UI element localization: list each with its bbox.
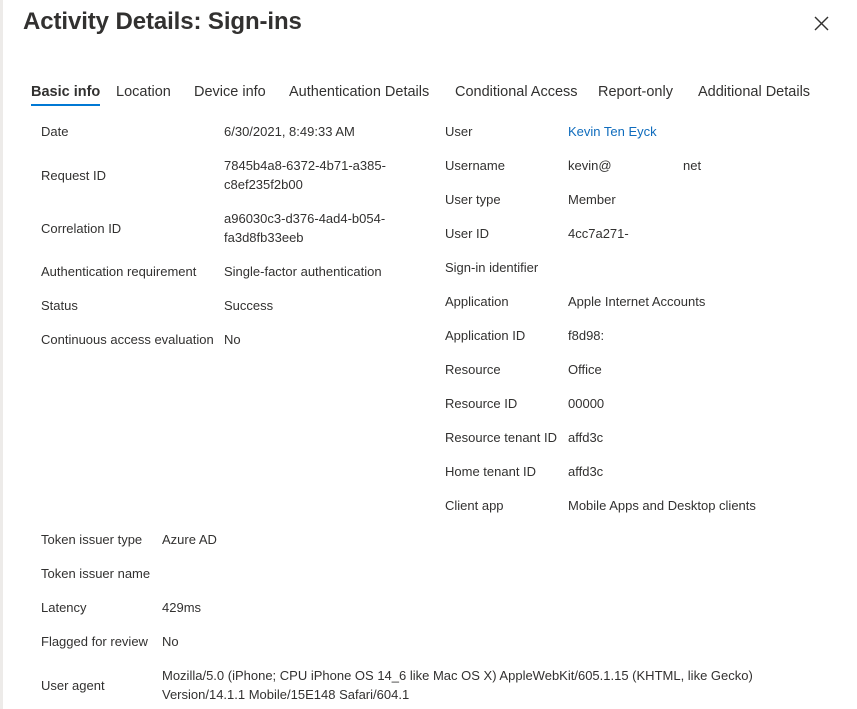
field-value-application: Apple Internet Accounts <box>568 294 706 309</box>
tab-basic-info[interactable]: Basic info <box>31 84 101 100</box>
field-value-resource-tenant-id: affd3c <box>568 430 604 445</box>
field-label-home-tenant-id: Home tenant ID <box>445 464 537 479</box>
field-label-date: Date <box>41 124 69 139</box>
background-list-edge <box>0 0 3 709</box>
field-value-user-agent: Mozilla/5.0 (iPhone; CPU iPhone OS 14_6 like Mac OS X) AppleWebKit/605.1.15 (KHTML, like Gecko) Version/14.1.1 Mobile/15E148 Safari/604.1 <box>162 668 753 702</box>
field-label-request-id: Request ID <box>41 168 107 183</box>
field-value-continuous-access-evaluation: No <box>224 332 241 347</box>
field-value-user-id: 4cc7a271- <box>568 226 629 241</box>
field-label-resource: Resource <box>445 362 501 377</box>
tab-report-only[interactable]: Report-only <box>598 84 673 100</box>
field-value-authentication-requirement: Single-factor authentication <box>224 264 382 279</box>
field-label-token-issuer-name: Token issuer name <box>41 566 151 581</box>
field-value-username: kevin@ <box>568 158 612 173</box>
field-label-user-type: User type <box>445 192 501 207</box>
field-label-resource-tenant-id: Resource tenant ID <box>445 430 558 445</box>
field-value-status: Success <box>224 298 274 313</box>
field-label-sign-in-identifier: Sign-in identifier <box>445 260 539 275</box>
field-label-user: User <box>445 124 473 139</box>
field-label-status: Status <box>41 298 78 313</box>
tab-bar <box>31 82 831 108</box>
field-label-application: Application <box>445 294 509 309</box>
field-label-authentication-requirement: Authentication requirement <box>41 264 197 279</box>
field-label-user-id: User ID <box>445 226 490 241</box>
field-value-flagged-for-review: No <box>162 634 179 649</box>
field-value-resource: Office <box>568 362 602 377</box>
field-value-username-suffix: net <box>683 158 702 173</box>
tab-conditional-access[interactable]: Conditional Access <box>455 84 578 100</box>
field-label-username: Username <box>445 158 505 173</box>
close-icon <box>811 13 833 35</box>
tab-additional-details[interactable]: Additional Details <box>698 84 811 100</box>
field-label-continuous-access-evaluation: Continuous access evaluation <box>41 332 214 347</box>
field-value-home-tenant-id: affd3c <box>568 464 604 479</box>
field-label-resource-id: Resource ID <box>445 396 518 411</box>
field-value-application-id: f8d98: <box>568 328 605 343</box>
field-value-user-type: Member <box>568 192 616 207</box>
field-value-resource-id: 00000 <box>568 396 605 411</box>
field-value-latency: 429ms <box>162 600 202 615</box>
field-value-request-id: 7845b4a8-6372-4b71-a385-c8ef235f2b00 <box>224 158 386 192</box>
field-label-correlation-id: Correlation ID <box>41 221 122 236</box>
tab-location[interactable]: Location <box>116 84 171 100</box>
field-value-date: 6/30/2021, 8:49:33 AM <box>224 124 355 139</box>
field-value-user-link[interactable]: Kevin Ten Eyck <box>568 124 657 139</box>
tab-authentication-details[interactable]: Authentication Details <box>289 84 430 100</box>
page-title: Activity Details: Sign-ins <box>23 8 302 35</box>
field-label-token-issuer-type: Token issuer type <box>41 532 143 547</box>
field-label-application-id: Application ID <box>445 328 526 343</box>
field-label-user-agent: User agent <box>41 678 105 693</box>
close-button[interactable] <box>811 13 833 35</box>
field-label-client-app: Client app <box>445 498 504 513</box>
field-value-correlation-id: a96030c3-d376-4ad4-b054-fa3d8fb33eeb <box>224 211 386 245</box>
field-label-flagged-for-review: Flagged for review <box>41 634 148 649</box>
tab-device-info[interactable]: Device info <box>194 84 266 100</box>
field-label-latency: Latency <box>41 600 87 615</box>
field-value-token-issuer-type: Azure AD <box>162 532 217 547</box>
field-value-client-app: Mobile Apps and Desktop clients <box>568 498 756 513</box>
